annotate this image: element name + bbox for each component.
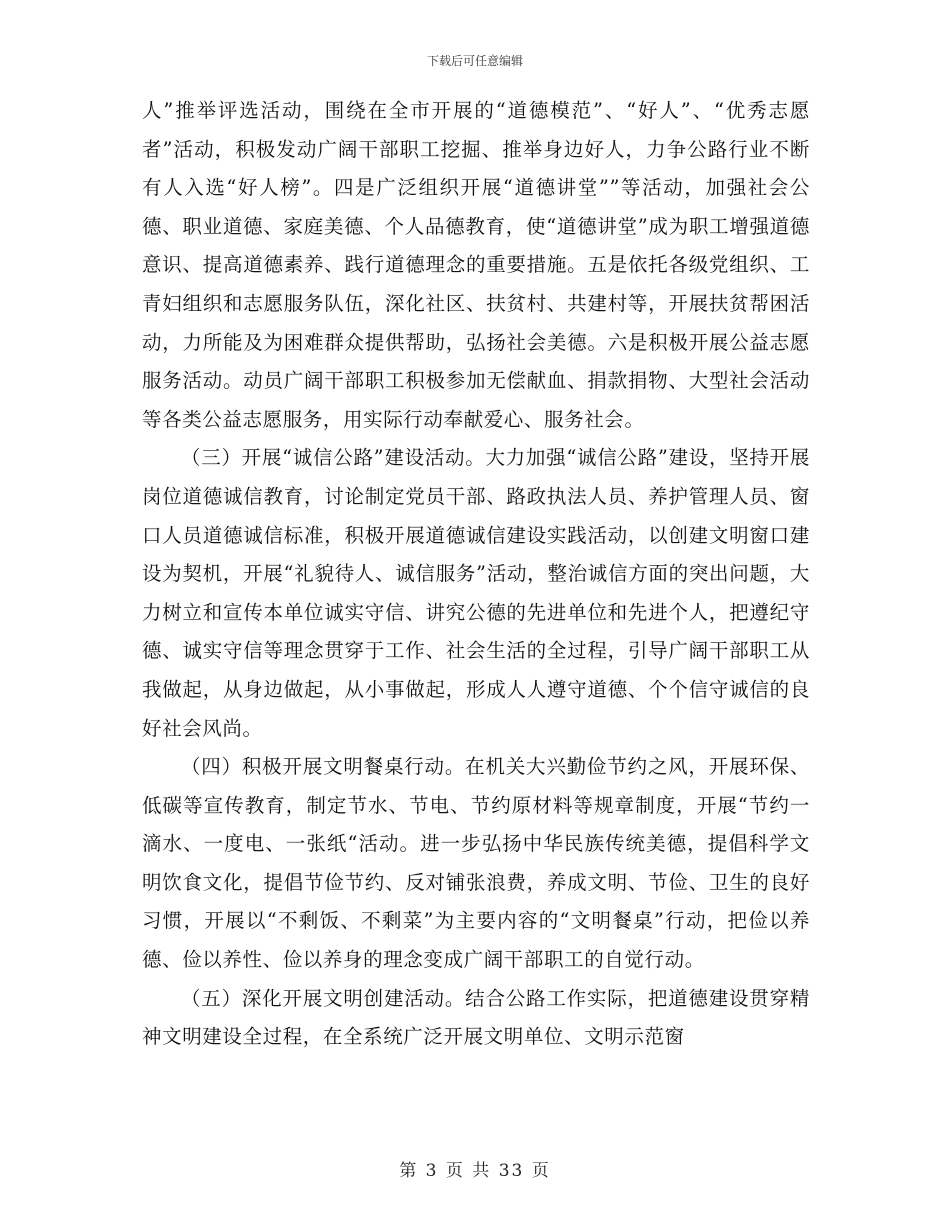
paragraph-section-3: （三）开展“诚信公路”建设活动。大力加强“诚信公路”建设，坚持开展岗位道德诚信教育，讨论制定党员干部、路政执法人员、养护管理人员、窗口人员道德诚信标准，积极开展道德诚信建设实践活动，以创建文明窗口建设为契机，开展“礼貌待人、诚信服务”活动，整治诚信方面的突出问题，大力树立和宣传本单位诚实守信、讲究公德的先进单位和先进个人，把遵纪守德、诚实守信等理念贯穿于工作、社会生活的全过程，引导广阔干部职工从我做起，从身边做起，从小事做起，形成人人遵守道德、个个信守诚信的良好社会风尚。 bbox=[142, 446, 810, 740]
document-body bbox=[142, 92, 810, 1057]
paragraph-section-5: （五）深化开展文明创建活动。结合公路工作实际，把道德建设贯穿精神文明建设全过程，在全系统广泛开展文明单位、文明示范窗 bbox=[142, 986, 810, 1049]
paragraph-continued: 人”推举评选活动，围绕在全市开展的“道德模范”、“好人”、“优秀志愿者”活动，积极发动广阔干部职工挖掘、推举身边好人，力争公路行业不断有人入选“好人榜”。四是广泛组织开展“道德讲堂””等活动，加强社会公德、职业道德、家庭美德、个人品德教育，使“道德讲堂”成为职工增强道德意识、提高道德素养、践行道德理念的重要措施。五是依托各级党组织、工青妇组织和志愿服务队伍，深化社区、扶贫村、共建村等，开展扶贫帮困活动，力所能及为困难群众提供帮助，弘扬社会美德。六是积极开展公益志愿服务活动。动员广阔干部职工积极参加无偿献血、捐款捐物、大型社会活动等各类公益志愿服务，用实际行动奉献爱心、服务社会。 bbox=[142, 99, 810, 431]
page-number-footer: 第 3 页 共 33 页 bbox=[399, 1161, 551, 1181]
page-header: 下载后可任意编辑 bbox=[426, 54, 523, 68]
paragraph-section-4: （四）积极开展文明餐桌行动。在机关大兴勤俭节约之风，开展环保、低碳等宣传教育，制定节水、节电、节约原材料等规章制度，开展“节约一滴水、一度电、一张纸“活动。进一步弘扬中华民族传统美德，提倡科学文明饮食文化，提倡节俭节约、反对铺张浪费，养成文明、节俭、卫生的良好习惯，开展以“不剩饭、不剩菜”为主要内容的“文明餐桌”行动，把俭以养德、俭以养性、俭以养身的理念变成广阔干部职工的自觉行动。 bbox=[142, 755, 810, 972]
